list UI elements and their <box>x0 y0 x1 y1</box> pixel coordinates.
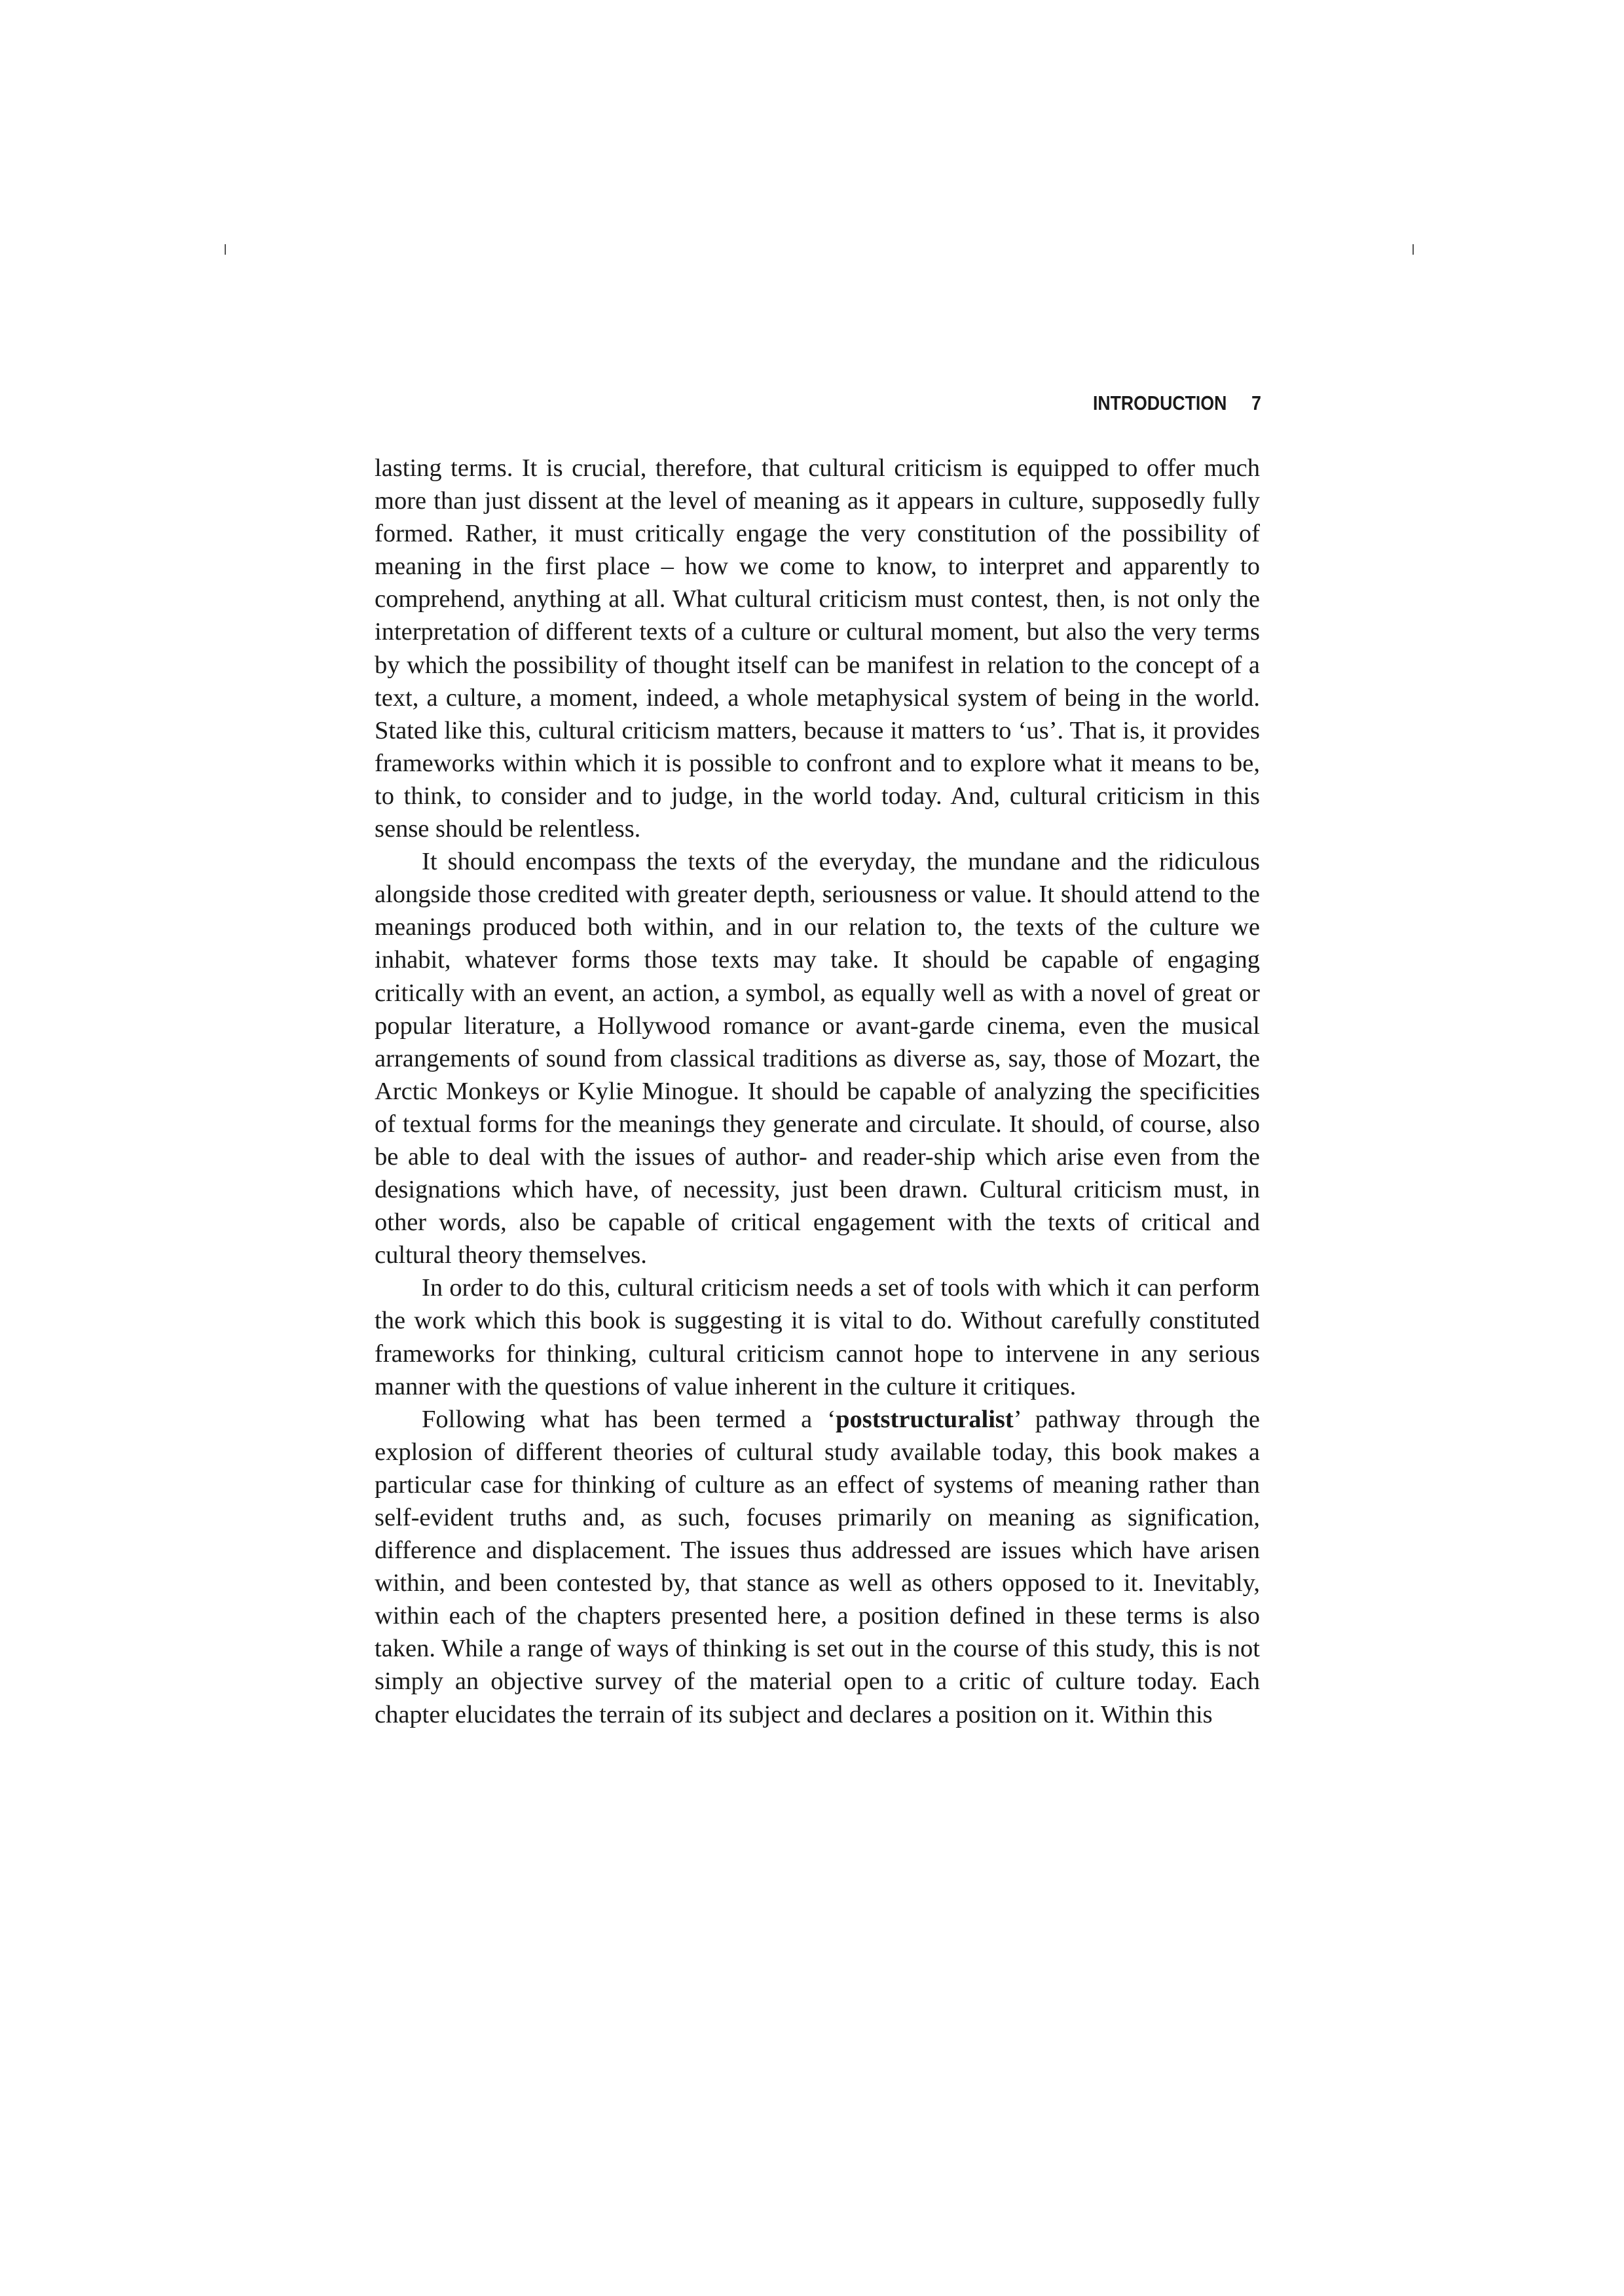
body-text <box>375 452 1260 1731</box>
page-number: 7 <box>1251 392 1261 414</box>
crop-mark-right <box>1412 244 1414 255</box>
paragraph-4-rest: ’ pathway through the explosion of different theories of cultural study available today, this book makes a particular case for thinking of culture as an effect of systems of meaning rather than self-evident truths and, as such, focuses primarily on meaning as signification, difference and displacement. The issues thus addressed are issues which have arisen within, and been contested by, that stance as well as others opposed to it. Inevitably, within each of the chapters presented here, a position defined in these terms is also taken. While a range of ways of thinking is set out in the course of this study, this is not simply an objective survey of the material open to a critic of culture today. Each chapter elucidates the terrain of its subject and declares a position on it. Within this <box>375 1405 1260 1728</box>
paragraph-2: It should encompass the texts of the everyday, the mundane and the ridiculous alongside those credited with greater depth, seriousness or value. It should attend to the meanings produced both within, and in our relation to, the texts of the culture we inhabit, whatever forms those texts may take. It should be capable of engaging critically with an event, an action, a symbol, as equally well as with a novel of great or popular literature, a Hollywood romance or avant-garde cinema, even the musical arrangements of sound from classical traditions as diverse as, say, those of Mozart, the Arctic Monkeys or Kylie Minogue. It should be capable of analyzing the specificities of textual forms for the meanings they generate and circulate. It should, of course, also be able to deal with the issues of author- and reader-ship which arise even from the designations which have, of necessity, just been drawn. Cultural criticism must, in other words, also be capable of critical engagement with the texts of critical and cultural theory themselves. <box>375 848 1260 1269</box>
running-head-title: INTRODUCTION <box>1092 392 1227 414</box>
paragraph-4-lead: Following what has been termed a ‘ <box>422 1405 836 1433</box>
key-term-poststructuralist: poststructuralist <box>836 1405 1014 1433</box>
paragraph-3: In order to do this, cultural criticism needs a set of tools with which it can perform the work which this book is suggesting it is vital to do. Without carefully constituted frameworks for thinking, cultural criticism cannot hope to intervene in any serious manner with the questions of value inherent in the culture it critiques. <box>375 1274 1260 1400</box>
paragraph-4 <box>375 1403 1260 1731</box>
paragraph-1: lasting terms. It is crucial, therefore, that cultural criticism is equipped to offer much more than just dissent at the level of meaning as it appears in culture, supposedly fully formed. Rather, it must critically engage the very constitution of the possibility of meaning in the first place – how we come to know, to interpret and apparently to comprehend, anything at all. What cultural criticism must contest, then, is not only the interpretation of different texts of a culture or cultural moment, but also the very terms by which the possibility of thought itself can be manifest in relation to the concept of a text, a culture, a moment, indeed, a whole metaphysical system of being in the world. Stated like this, cultural criticism matters, because it matters to ‘us’. That is, it provides frameworks within which it is possible to confront and to explore what it means to be, to think, to consider and to judge, in the world today. And, cultural criticism in this sense should be relentless. <box>375 454 1260 843</box>
crop-mark-left <box>225 244 226 255</box>
running-head <box>498 392 1261 415</box>
